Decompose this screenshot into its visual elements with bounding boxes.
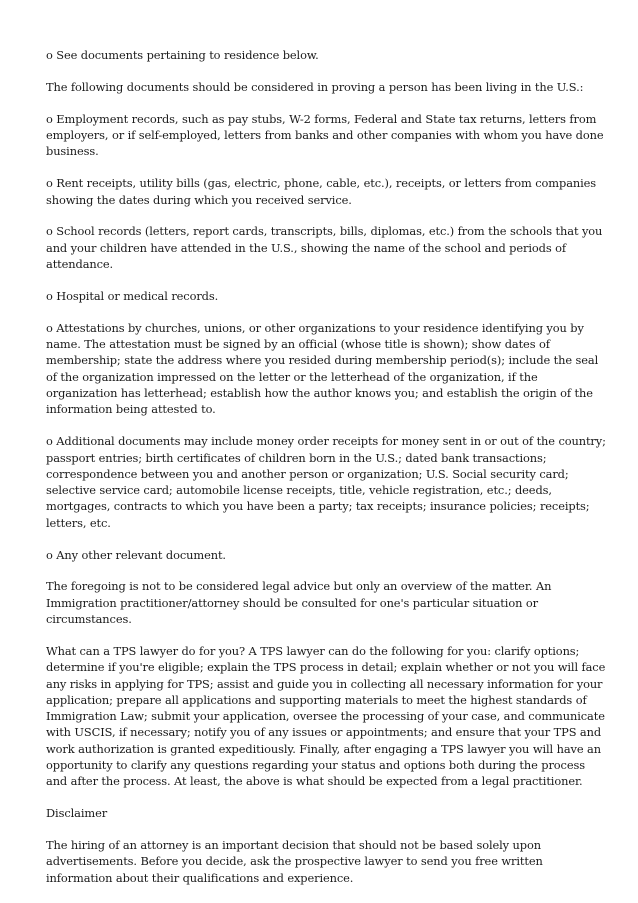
paragraph-school-records: o School records (letters, report cards, transcripts, bills, diplomas, etc.) from the schools that you and your children have attended in the U.S., showing the name of the school and periods of attendance.	[46, 224, 603, 272]
document-page	[46, 47, 606, 902]
paragraph-other-document: o Any other relevant document.	[46, 547, 226, 562]
paragraph-disclaimer: The hiring of an attorney is an important decision that should not be based solely upon advertisements. Before you decide, ask the prospective lawyer to send you free written information about their qualifications and experience.	[46, 838, 543, 885]
paragraph-legal-overview: The foregoing is not to be considered legal advice but only an overview of the matter. An Immigration practitioner/attorney should be consulted for one's particular situation or circumstances.	[46, 579, 552, 627]
paragraph-tps-lawyer: What can a TPS lawyer do for you? A TPS lawyer can do the following for you: clarify options; determine if you're eligible; explain the TPS process in detail; explain whether or not you will face any risks in applying for TPS; assist and guide you in collecting all necessary information for your application; prepare all applications and supporting materials to meet the highest standards of Immigration Law; submit your application, oversee the processing of your case, and communicate with USCIS, if necessary; notify you of any issues or appointments; and ensure that your TPS and work authorization is granted expeditiously. Finally, after engaging a TPS lawyer you will have an opportunity to clarify any questions regarding your status and options both during the process and after the process. At least, the above is what should be expected from a legal practitioner.	[46, 643, 606, 789]
paragraph-see-documents: o See documents pertaining to residence below.	[46, 48, 319, 62]
disclaimer-heading: Disclaimer	[46, 806, 108, 821]
paragraph-attestations: o Attestations by churches, unions, or other organizations to your residence identifying you by name. The attestation must be signed by an official (whose title is shown); show dates of membership; state the address where you resided during membership period(s); include the seal of the organization impressed on the letter or the letterhead of the organization, if the organization has letterhead; establish how the author knows you; and establish the origin of the information being attested to.	[46, 320, 599, 417]
paragraph-employment-records: o Employment records, such as pay stubs, W-2 forms, Federal and State tax returns, letters from employers, or if self-employed, letters from banks and other companies with whom you have done business.	[46, 111, 604, 159]
paragraph-documents-intro: The following documents should be considered in proving a person has been living in the U.S.:	[46, 79, 584, 94]
paragraph-hospital-records: o Hospital or medical records.	[46, 288, 219, 303]
paragraph-rent-receipts: o Rent receipts, utility bills (gas, electric, phone, cable, etc.), receipts, or letters from companies showing the dates during which you received service.	[46, 176, 597, 207]
paragraph-additional-documents: o Additional documents may include money order receipts for money sent in or out of the country; passport entries; birth certificates of children born in the U.S.; dated bank transactions; correspondence between you and another person or organization; U.S. Social security card; selective service card; automobile license receipts, title, vehicle registration, etc.; deeds, mortgages, contracts to which you have been a party; tax receipts; insurance policies; receipts; letters, etc.	[46, 434, 606, 530]
